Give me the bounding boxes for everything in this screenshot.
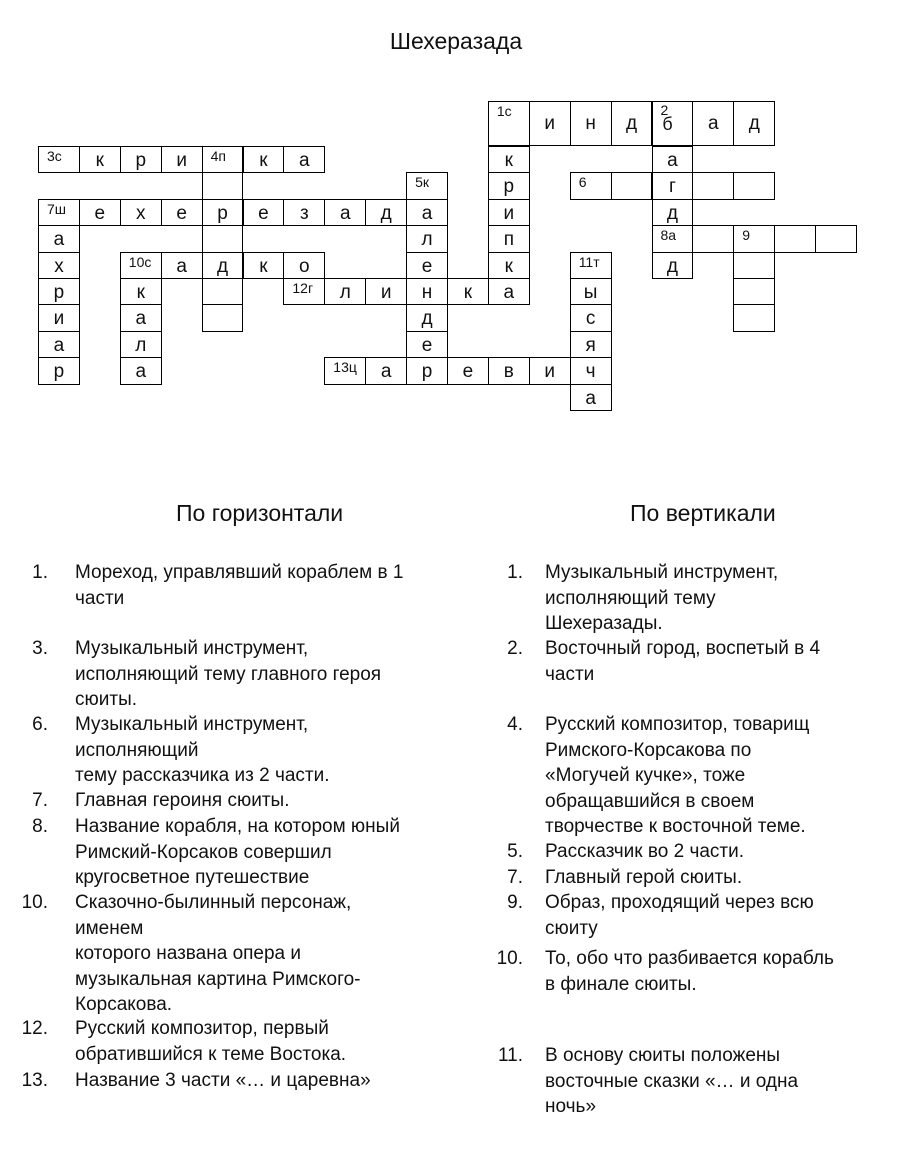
crossword-cell bbox=[406, 357, 448, 384]
cell-number: 9 bbox=[742, 227, 751, 244]
clue-number: 10. bbox=[496, 948, 523, 969]
crossword-cell bbox=[611, 172, 653, 199]
crossword-cell bbox=[161, 146, 203, 173]
crossword-cell bbox=[406, 304, 448, 331]
crossword-cell bbox=[38, 252, 80, 279]
cell-letter: а bbox=[339, 202, 351, 224]
clue-text: Название корабля, на котором юный Римский-Корсаков совершил кругосветное путешествие bbox=[75, 816, 400, 888]
clue-number: 8. bbox=[32, 816, 48, 837]
clue-number: 7. bbox=[32, 790, 48, 811]
crossword-cell bbox=[692, 225, 734, 252]
crossword-cell bbox=[488, 172, 530, 199]
crossword-cell bbox=[406, 225, 448, 252]
clue-text: Русский композитор, товарищ Римского-Корсакова по «Могучей кучке», тоже обращавшийся в своем творчестве к восточной теме. bbox=[545, 714, 810, 837]
cell-number: 1с bbox=[496, 103, 512, 119]
crossword-cell bbox=[406, 172, 448, 199]
crossword-cell bbox=[120, 146, 162, 173]
crossword-cell bbox=[324, 199, 366, 226]
crossword-cell bbox=[243, 199, 285, 226]
cell-number: 12г bbox=[292, 280, 314, 296]
crossword-cell bbox=[774, 225, 816, 252]
clue-number: 1. bbox=[507, 562, 523, 583]
cell-letter: а bbox=[667, 150, 678, 171]
crossword-cell bbox=[38, 331, 80, 358]
cell-letter: к bbox=[504, 255, 513, 277]
crossword-cell bbox=[243, 146, 285, 173]
crossword-cell bbox=[488, 199, 530, 226]
cell-letter: а bbox=[53, 229, 65, 251]
cell-letter: а bbox=[708, 113, 719, 134]
clue-number: 2. bbox=[507, 638, 523, 659]
cell-letter: д bbox=[380, 202, 392, 224]
crossword-cell bbox=[79, 199, 121, 226]
cell-letter: д bbox=[625, 113, 638, 134]
cell-letter: к bbox=[259, 255, 268, 277]
crossword-cell bbox=[120, 199, 162, 226]
crossword-cell bbox=[365, 278, 407, 305]
across-heading: По горизонтали bbox=[176, 500, 344, 526]
cell-number: 8а bbox=[660, 227, 677, 244]
crossword-cell bbox=[38, 199, 80, 226]
cell-letter: е bbox=[421, 255, 433, 277]
cell-number: 4п bbox=[210, 148, 226, 164]
cell-letter: к bbox=[463, 282, 473, 303]
cell-number: 13ц bbox=[333, 359, 357, 376]
crossword-cell bbox=[570, 331, 612, 358]
crossword-cell bbox=[120, 252, 162, 279]
crossword-cell bbox=[283, 252, 325, 279]
crossword-cell bbox=[529, 357, 571, 384]
crossword-cell bbox=[202, 199, 244, 226]
cell-letter: а bbox=[380, 361, 392, 383]
clue-number: 4. bbox=[507, 714, 523, 735]
cell-letter: в bbox=[503, 361, 514, 383]
crossword-cell bbox=[570, 278, 612, 305]
crossword-cell bbox=[652, 225, 694, 252]
crossword-cell bbox=[570, 101, 612, 146]
crossword-cell bbox=[324, 278, 366, 305]
cell-letter: и bbox=[544, 361, 556, 383]
cell-letter: ы bbox=[583, 282, 598, 303]
crossword-cell bbox=[488, 146, 530, 173]
crossword-cell bbox=[488, 357, 530, 384]
clue-number: 9. bbox=[507, 892, 523, 913]
crossword-cell bbox=[365, 357, 407, 384]
cell-letter: и bbox=[544, 113, 556, 134]
clue-text: Главная героиня сюиты. bbox=[75, 790, 290, 811]
cell-letter: н bbox=[421, 282, 433, 303]
cell-letter: н bbox=[585, 113, 596, 134]
cell-letter: р bbox=[53, 361, 65, 383]
crossword-grid bbox=[0, 0, 918, 430]
cell-letter: л bbox=[135, 334, 147, 356]
crossword-cell bbox=[406, 199, 448, 226]
cell-letter: р bbox=[217, 202, 228, 224]
crossword-cell bbox=[815, 225, 857, 252]
down-heading: По вертикали bbox=[630, 500, 776, 526]
crossword-cell bbox=[38, 357, 80, 384]
cell-letter: а bbox=[176, 255, 187, 277]
cell-letter: к bbox=[95, 150, 104, 171]
cell-letter: о bbox=[299, 255, 310, 277]
cell-letter: е bbox=[421, 334, 433, 356]
crossword-cell bbox=[38, 304, 80, 331]
crossword-cell bbox=[202, 252, 244, 279]
clue-number: 3. bbox=[32, 638, 48, 659]
cell-letter: с bbox=[585, 308, 596, 330]
cell-letter: р bbox=[135, 150, 147, 171]
cell-letter: з bbox=[299, 202, 309, 224]
crossword-cell bbox=[570, 252, 612, 279]
crossword-cell bbox=[447, 357, 489, 384]
crossword-cell bbox=[570, 304, 612, 331]
crossword-cell bbox=[283, 278, 325, 305]
cell-letter: ч bbox=[585, 361, 596, 383]
crossword-cell bbox=[652, 172, 694, 199]
cell-number: 10с bbox=[128, 253, 152, 270]
cell-letter: р bbox=[421, 361, 433, 383]
clue-number: 6. bbox=[32, 714, 48, 735]
cell-letter: л bbox=[339, 282, 351, 303]
clue-number: 1. bbox=[32, 562, 48, 583]
cell-letter: е bbox=[462, 361, 474, 383]
clue-text: Музыкальный инструмент, исполняющий тему Шехеразады. bbox=[545, 562, 779, 634]
crossword-cell bbox=[202, 146, 244, 173]
crossword-cell bbox=[733, 172, 775, 199]
crossword-cell bbox=[733, 101, 775, 146]
clue-text: Сказочно-былинный персонаж, именем которого названа опера и музыкальная картина Римского- Корсакова. bbox=[75, 892, 361, 1015]
crossword-cell bbox=[406, 252, 448, 279]
clue-number: 10. bbox=[21, 892, 48, 913]
crossword-cell bbox=[202, 225, 244, 252]
crossword-cell bbox=[570, 384, 612, 411]
crossword-cell bbox=[202, 278, 244, 305]
cell-number: 5к bbox=[415, 174, 430, 191]
crossword-cell bbox=[652, 101, 694, 146]
clue-text: Музыкальный инструмент, исполняющий тему главного героя сюиты. bbox=[75, 638, 382, 710]
cell-letter: д bbox=[666, 202, 678, 224]
clue-text: Русский композитор, первый обратившийся к теме Востока. bbox=[75, 1018, 347, 1065]
cell-letter: х bbox=[135, 202, 146, 224]
crossword-cell bbox=[161, 252, 203, 279]
cell-letter: е bbox=[176, 202, 187, 224]
crossword-cell bbox=[692, 101, 734, 146]
clue-number: 12. bbox=[21, 1018, 48, 1039]
crossword-cell bbox=[733, 252, 775, 279]
clue-text: Главный герой сюиты. bbox=[545, 867, 743, 888]
cell-letter: и bbox=[176, 150, 187, 171]
cell-letter: д bbox=[666, 255, 678, 277]
crossword-cell bbox=[570, 357, 612, 384]
cell-letter: а bbox=[421, 202, 433, 224]
clue-text: Восточный город, воспетый в 4 части bbox=[545, 638, 821, 685]
cell-letter: а bbox=[135, 308, 147, 330]
crossword-cell bbox=[733, 304, 775, 331]
crossword-cell bbox=[120, 304, 162, 331]
cell-letter: а bbox=[503, 282, 515, 303]
cell-letter: б bbox=[662, 114, 673, 134]
cell-number: 2 bbox=[660, 102, 669, 118]
cell-letter: д bbox=[748, 113, 760, 134]
cell-letter: а bbox=[585, 387, 596, 409]
crossword-cell bbox=[283, 199, 325, 226]
cell-letter: л bbox=[421, 229, 433, 251]
cell-letter: р bbox=[53, 282, 65, 303]
cell-letter: е bbox=[94, 202, 106, 224]
cell-number: 11т bbox=[578, 253, 600, 270]
clue-text: То, обо что разбивается корабль в финале сюиты. bbox=[545, 948, 834, 995]
crossword-cell bbox=[161, 199, 203, 226]
cell-letter: а bbox=[135, 361, 147, 383]
crossword-cell bbox=[652, 252, 694, 279]
crossword-cell bbox=[733, 225, 775, 252]
cell-letter: д bbox=[421, 308, 433, 330]
crossword-cell bbox=[652, 199, 694, 226]
clue-text: В основу сюиты положены восточные сказки «… и одна ночь» bbox=[545, 1045, 799, 1117]
cell-letter: р bbox=[503, 176, 515, 198]
cell-letter: а bbox=[299, 150, 310, 171]
crossword-cell bbox=[529, 101, 571, 146]
clue-text: Рассказчик во 2 части. bbox=[545, 841, 745, 862]
crossword-cell bbox=[120, 357, 162, 384]
crossword-cell bbox=[406, 331, 448, 358]
crossword-cell bbox=[692, 172, 734, 199]
cell-number: 6 bbox=[578, 174, 587, 191]
crossword-cell bbox=[611, 101, 653, 146]
cell-letter: и bbox=[53, 308, 65, 330]
cell-letter: е bbox=[258, 202, 269, 224]
crossword-cell bbox=[202, 304, 244, 331]
cell-letter: к bbox=[259, 150, 268, 171]
cell-letter: а bbox=[53, 334, 65, 356]
crossword-cell bbox=[120, 331, 162, 358]
crossword-cell bbox=[79, 146, 121, 173]
clue-text: Образ, проходящий через всю сюиту bbox=[545, 892, 814, 939]
crossword-cell bbox=[488, 225, 530, 252]
cell-number: 7ш bbox=[47, 200, 67, 217]
clue-text: Название 3 части «… и царевна» bbox=[75, 1070, 371, 1091]
crossword-cell bbox=[733, 278, 775, 305]
cell-letter: п bbox=[503, 229, 514, 251]
crossword-cell bbox=[38, 146, 80, 173]
crossword-cell bbox=[243, 252, 285, 279]
crossword-cell bbox=[570, 172, 612, 199]
cell-letter: к bbox=[504, 150, 513, 171]
page-title: Шехеразада bbox=[389, 28, 523, 54]
clue-text: Мореход, управлявший кораблем в 1 части bbox=[75, 562, 404, 609]
cell-letter: х bbox=[54, 255, 64, 277]
crossword-cell bbox=[120, 278, 162, 305]
crossword-cell bbox=[488, 278, 530, 305]
crossword-cell bbox=[324, 357, 366, 384]
clue-number: 5. bbox=[507, 841, 523, 862]
crossword-cell bbox=[406, 278, 448, 305]
clue-number: 7. bbox=[507, 867, 523, 888]
cell-letter: к bbox=[136, 282, 145, 303]
cell-letter: и bbox=[503, 202, 515, 224]
crossword-cell bbox=[488, 252, 530, 279]
crossword-cell bbox=[488, 101, 530, 146]
crossword-cell bbox=[652, 146, 694, 173]
cell-letter: д bbox=[216, 255, 229, 277]
cell-number: 3с bbox=[47, 148, 62, 164]
cell-letter: г bbox=[668, 176, 676, 198]
cell-letter: и bbox=[380, 282, 392, 303]
crossword-cell bbox=[202, 172, 244, 199]
clue-text: Музыкальный инструмент, исполняющий тему рассказчика из 2 части. bbox=[75, 714, 330, 786]
crossword-cell bbox=[38, 278, 80, 305]
crossword-cell bbox=[38, 225, 80, 252]
cell-letter: я bbox=[585, 334, 596, 356]
clue-number: 11. bbox=[497, 1045, 523, 1066]
crossword-cell bbox=[283, 146, 325, 173]
crossword-cell bbox=[365, 199, 407, 226]
crossword-cell bbox=[447, 278, 489, 305]
clue-number: 13. bbox=[21, 1070, 48, 1091]
